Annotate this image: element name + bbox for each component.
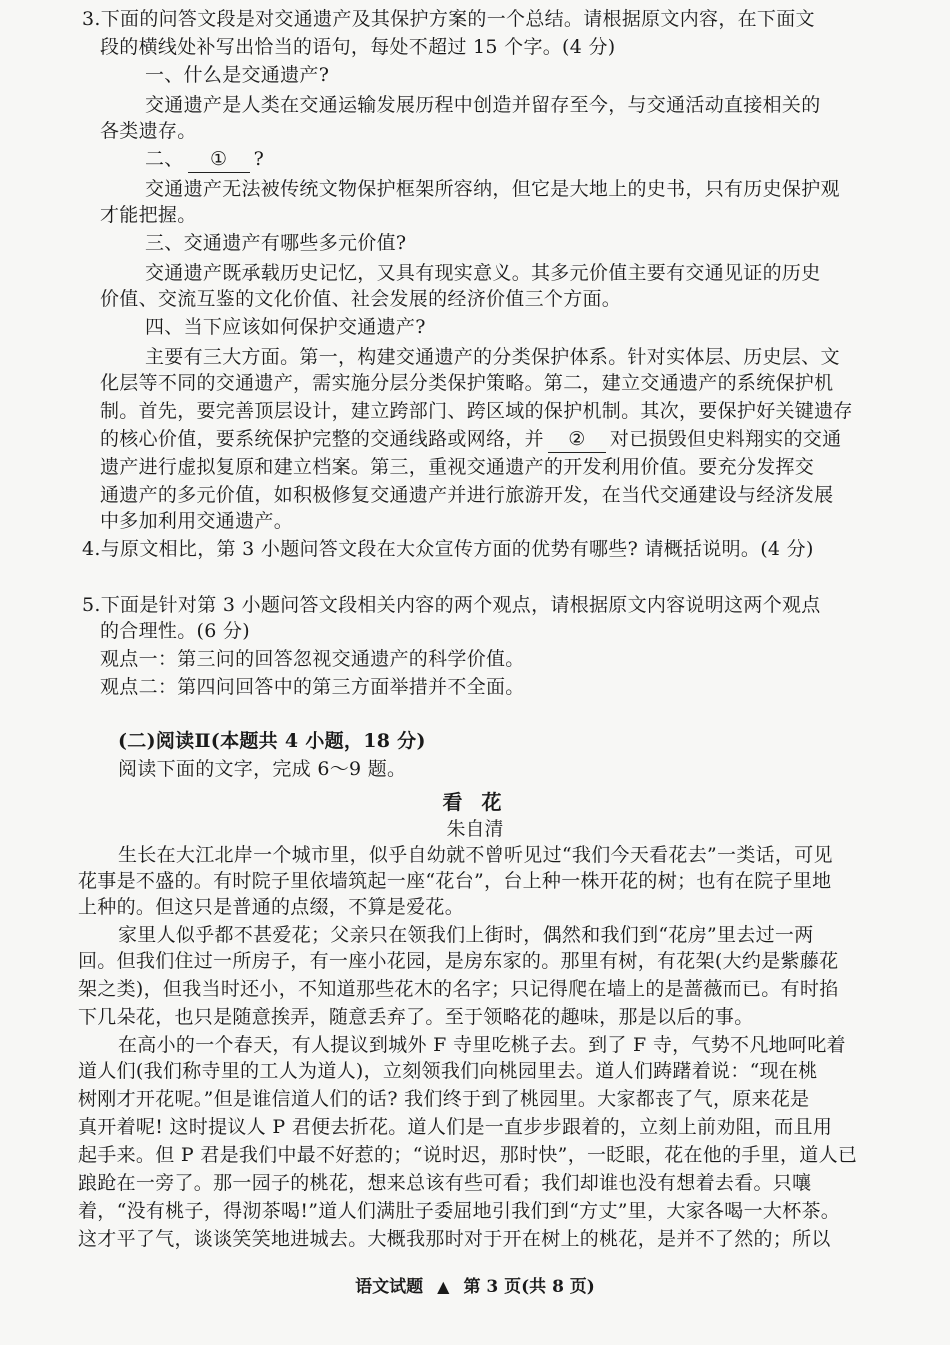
article-line: 踉跄在一旁了。那一园子的桃花，想来总该有些可看；我们却谁也没有想着去看。只嚷 <box>78 1172 812 1194</box>
q3-stem-line1: 3.下面的问答文段是对交通遗产及其保护方案的一个总结。请根据原文内容，在下面文 <box>82 8 815 30</box>
q5-stem-line2: 的合理性。(6 分) <box>100 620 250 642</box>
q3-para4-line2: 化层等不同的交通遗产，需实施分层分类保护策略。第二，建立交通遗产的系统保护机 <box>100 372 834 394</box>
q3-heading-2-prefix: 二、 <box>145 148 184 170</box>
q3-para4-line4-prefix: 的核心价值，要系统保护完整的交通线路或网络，并 <box>100 428 544 450</box>
answer-blank-1[interactable]: ① <box>188 146 250 173</box>
article-line: 这才平了气，谈谈笑笑地进城去。大概我那时对于开在树上的桃花，是并不了然的；所以 <box>78 1228 831 1250</box>
q3-para4-line4-suffix: 对已损毁但史料翔实的交通 <box>609 428 842 450</box>
article-line: 回。但我们住过一所房子，有一座小花园，是房东家的。那里有树，有花架(大约是紫藤花 <box>78 950 839 972</box>
q3-para1-line1: 交通遗产是人类在交通运输发展历程中创造并留存至今，与交通活动直接相关的 <box>145 94 821 116</box>
article-author: 朱自清 <box>446 818 504 840</box>
q3-para2-line2: 才能把握。 <box>100 204 197 226</box>
q5-view-2: 观点二：第四问回答中的第三方面举措并不全面。 <box>100 676 525 698</box>
q3-para4-line3: 制。首先，要完善顶层设计，建立跨部门、跨区域的保护机制。其次，要保护好关键遗存 <box>100 400 853 422</box>
q3-para4-line1: 主要有三大方面。第一，构建交通遗产的分类保护体系。针对实体层、历史层、文 <box>145 346 840 368</box>
q3-para3-line2: 价值、交流互鉴的文化价值、社会发展的经济价值三个方面。 <box>100 288 622 310</box>
article-line: 树刚才开花呢。”但是谁信道人们的话? 我们终于到了桃园里。大家都丧了气，原来花是 <box>78 1088 810 1110</box>
article-title: 看 花 <box>442 790 508 814</box>
q3-heading-2-suffix: ? <box>253 148 265 170</box>
q3-heading-4: 四、当下应该如何保护交通遗产? <box>145 316 426 338</box>
article-line: 架之类)，但我当时还小，不知道那些花木的名字；只记得爬在墙上的是蔷薇而已。有时掐 <box>78 978 839 1000</box>
article-line: 道人们(我们称寺里的工人为道人)，立刻领我们向桃园里去。道人们踌躇着说：“现在桃 <box>78 1060 818 1082</box>
article-line: 起手来。但 P 君是我们中最不好惹的；“说时迟，那时快”，一眨眼，花在他的手里，道人已 <box>78 1144 858 1166</box>
page-footer <box>0 1272 950 1297</box>
q3-para4-line7: 中多加利用交通遗产。 <box>100 510 294 532</box>
article-line: 下几朵花，也只是随意挨弄，随意丢弃了。至于领略花的趣味，那是以后的事。 <box>78 1006 754 1028</box>
q3-heading-2 <box>145 146 264 173</box>
article-line: 花事是不盛的。有时院子里依墙筑起一座“花台”，台上种一株开花的树；也有在院子里地 <box>78 870 832 892</box>
q3-para4-line6: 通遗产的多元价值，如积极修复交通遗产并进行旅游开发，在当代交通建设与经济发展 <box>100 484 834 506</box>
answer-blank-2[interactable]: ② <box>548 426 606 453</box>
article-line: 真开着呢! 这时提议人 P 君便去折花。道人们是一直步步跟着的，立刻上前劝阻，而且用 <box>78 1116 833 1138</box>
q3-para4-line4 <box>100 426 842 453</box>
q3-para4-line5: 遗产进行虚拟复原和建立档案。第三，重视交通遗产的开发利用价值。要充分发挥交 <box>100 456 815 478</box>
q5-view-1: 观点一：第三问的回答忽视交通遗产的科学价值。 <box>100 648 525 670</box>
article-line: 上种的。但这只是普通的点缀，不算是爱花。 <box>78 896 465 918</box>
q5-stem-line1: 5.下面是针对第 3 小题问答文段相关内容的两个观点，请根据原文内容说明这两个观点 <box>82 594 821 616</box>
q3-stem-line2: 段的横线处补写出恰当的语句，每处不超过 15 个字。(4 分) <box>100 36 616 58</box>
article-line: 生长在大江北岸一个城市里，似乎自幼就不曾听见过“我们今天看花去”一类话，可见 <box>118 844 833 866</box>
q3-para2-line1: 交通遗产无法被传统文物保护框架所容纳，但它是大地上的史书，只有历史保护观 <box>145 178 840 200</box>
section-2-instruction: 阅读下面的文字，完成 6～9 题。 <box>118 758 407 780</box>
article-line: 家里人似乎都不甚爱花；父亲只在领我们上街时，偶然和我们到“花房”里去过一两 <box>118 924 814 946</box>
q3-para3-line1: 交通遗产既承载历史记忆，又具有现实意义。其多元价值主要有交通见证的历史 <box>145 262 821 284</box>
q3-para1-line2: 各类遗存。 <box>100 120 197 142</box>
article-line: 着，“没有桃子，得沏茶喝!”道人们满肚子委屈地引我们到“方丈”里，大家各喝一大杯茶。 <box>78 1200 841 1222</box>
triangle-icon: ▲ <box>437 1277 450 1296</box>
q3-heading-1: 一、什么是交通遗产? <box>145 64 330 86</box>
footer-subject: 语文试题 <box>355 1277 424 1297</box>
q4-stem: 4.与原文相比，第 3 小题问答文段在大众宣传方面的优势有哪些? 请概括说明。(4 分) <box>82 538 814 560</box>
article-line: 在高小的一个春天，有人提议到城外 F 寺里吃桃子去。到了 F 寺，气势不凡地呵叱着 <box>118 1034 846 1056</box>
section-2-heading: (二)阅读Ⅱ(本题共 4 小题，18 分) <box>118 730 426 752</box>
footer-page-number: 第 3 页(共 8 页) <box>463 1277 595 1297</box>
q3-heading-3: 三、交通遗产有哪些多元价值? <box>145 232 407 254</box>
